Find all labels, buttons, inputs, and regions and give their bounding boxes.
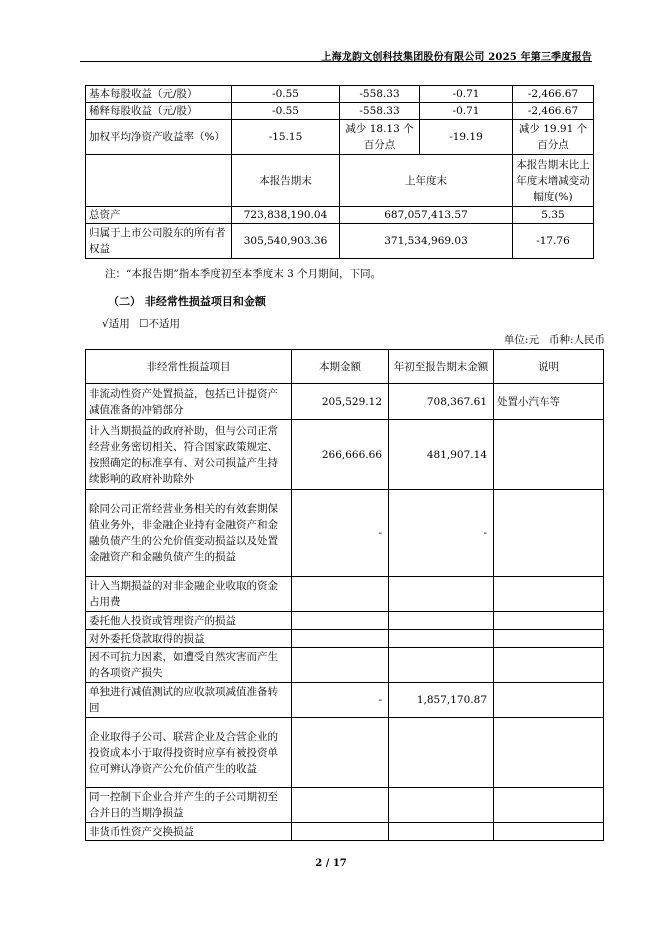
table-row xyxy=(86,630,604,648)
cell-change: -17.76 xyxy=(513,224,594,259)
current-cell xyxy=(292,648,389,683)
table-row xyxy=(86,86,594,103)
ytd-cell: - xyxy=(389,490,494,577)
item-cell: 单独进行减值测试的应收款项减值准备转回 xyxy=(86,683,292,718)
cell-change: 5.35 xyxy=(513,207,594,224)
financial-indicators-table xyxy=(85,85,594,259)
item-cell: 计入当期损益的对非金融企业收取的资金占用费 xyxy=(86,577,292,612)
note-cell xyxy=(494,630,604,648)
current-cell: 266,666.66 xyxy=(292,420,389,490)
ytd-cell xyxy=(389,823,494,841)
table-header-row xyxy=(86,350,604,384)
table-row xyxy=(86,718,604,788)
cell-change: -558.33 xyxy=(340,86,420,103)
table-row xyxy=(86,648,604,683)
header-item: 非经常性损益项目 xyxy=(86,350,292,384)
item-cell: 因不可抗力因素，如遭受自然灾害而产生的各项资产损失 xyxy=(86,648,292,683)
table-row xyxy=(86,612,604,630)
cell-ytd-change: -2,466.67 xyxy=(513,86,594,103)
cell-period-end: 305,540,903.36 xyxy=(232,224,340,259)
current-cell xyxy=(292,823,389,841)
table-row xyxy=(86,823,604,841)
note-cell: 处置小汽车等 xyxy=(494,384,604,420)
ytd-cell xyxy=(389,630,494,648)
unit-label: 单位:元 xyxy=(503,334,539,346)
empty-header-cell xyxy=(86,155,232,207)
non-recurring-items-table xyxy=(85,349,604,841)
page-number: 2 / 17 xyxy=(315,858,347,869)
note-cell xyxy=(494,612,604,630)
section-title: （二） 非经常性损益项目和金额 xyxy=(108,295,266,308)
ytd-cell: 1,857,170.87 xyxy=(389,683,494,718)
current-cell: 205,529.12 xyxy=(292,384,389,420)
cell-ytd: -0.71 xyxy=(420,86,513,103)
table-row xyxy=(86,577,604,612)
current-cell xyxy=(292,612,389,630)
row-label: 归属于上市公司股东的所有者权益 xyxy=(86,224,232,259)
current-cell: - xyxy=(292,683,389,718)
ytd-cell xyxy=(389,788,494,823)
report-header-title: 上海龙韵文创科技集团股份有限公司 2025 年第三季度报告 xyxy=(321,52,592,63)
note-cell xyxy=(494,420,604,490)
ytd-cell xyxy=(389,577,494,612)
cell-period-end: 723,838,190.04 xyxy=(232,207,340,224)
cell-prior-year-end: 687,057,413.57 xyxy=(340,207,513,224)
note-cell xyxy=(494,648,604,683)
note-cell xyxy=(494,788,604,823)
row-label: 稀释每股收益（元/股） xyxy=(86,103,232,120)
current-cell: - xyxy=(292,490,389,577)
period-note: 注：“本报告期”指本季度初至本季度末 3 个月期间，下同。 xyxy=(105,268,382,280)
table-row xyxy=(86,384,604,420)
cell-current: -0.55 xyxy=(232,86,340,103)
header-current: 本期金额 xyxy=(292,350,389,384)
cell-change: -558.33 xyxy=(340,103,420,120)
table-row xyxy=(86,683,604,718)
cell-change: 减少 18.13 个百分点 xyxy=(340,120,420,155)
table-row xyxy=(86,120,594,155)
item-cell: 非货币性资产交换损益 xyxy=(86,823,292,841)
ytd-cell xyxy=(389,648,494,683)
ytd-cell xyxy=(389,612,494,630)
item-cell: 计入当期损益的政府补助，但与公司正常经营业务密切相关、符合国家政策规定、按照确定的标准享有、对公司损益产生持续影响的政府补助除外 xyxy=(86,420,292,490)
checked-mark: √ xyxy=(102,318,109,330)
item-cell: 同一控制下企业合并产生的子公司期初至合并日的当期净损益 xyxy=(86,788,292,823)
header-change-pct: 本报告期末比上年度末增减变动幅度(%) xyxy=(513,155,594,207)
cell-current: -0.55 xyxy=(232,103,340,120)
note-cell xyxy=(494,490,604,577)
table-header-row xyxy=(86,155,594,207)
row-label: 加权平均净资产收益率（%） xyxy=(86,120,232,155)
header-prior-year-end: 上年度末 xyxy=(340,155,513,207)
item-cell: 对外委托贷款取得的损益 xyxy=(86,630,292,648)
header-period-end: 本报告期末 xyxy=(232,155,340,207)
header-note: 说明 xyxy=(494,350,604,384)
table-row xyxy=(86,207,594,224)
not-applicable-label: 不适用 xyxy=(148,318,180,330)
current-cell xyxy=(292,788,389,823)
applicability-options xyxy=(102,316,180,331)
table-row xyxy=(86,490,604,577)
table-row xyxy=(86,103,594,120)
ytd-cell: 708,367.61 xyxy=(389,384,494,420)
ytd-cell xyxy=(389,718,494,788)
cell-prior-year-end: 371,534,969.03 xyxy=(340,224,513,259)
note-cell xyxy=(494,718,604,788)
note-cell xyxy=(494,823,604,841)
note-cell xyxy=(494,577,604,612)
unchecked-box: ☐ xyxy=(139,318,149,330)
current-cell xyxy=(292,577,389,612)
note-cell xyxy=(494,683,604,718)
table-row xyxy=(86,420,604,490)
table-row xyxy=(86,224,594,259)
ytd-cell: 481,907.14 xyxy=(389,420,494,490)
header-ytd: 年初至报告期末金额 xyxy=(389,350,494,384)
current-cell xyxy=(292,718,389,788)
row-label: 总资产 xyxy=(86,207,232,224)
current-cell xyxy=(292,630,389,648)
row-label: 基本每股收益（元/股） xyxy=(86,86,232,103)
table-row xyxy=(86,788,604,823)
item-cell: 委托他人投资或管理资产的损益 xyxy=(86,612,292,630)
cell-ytd-change: -2,466.67 xyxy=(513,103,594,120)
header-divider xyxy=(80,61,592,62)
cell-current: -15.15 xyxy=(232,120,340,155)
currency-label: 币种:人民币 xyxy=(548,334,605,346)
item-cell: 企业取得子公司、联营企业及合营企业的投资成本小于取得投资时应享有被投资单位可辨认净资产公允价值产生的收益 xyxy=(86,718,292,788)
cell-ytd: -19.19 xyxy=(420,120,513,155)
cell-ytd: -0.71 xyxy=(420,103,513,120)
applicable-label: 适用 xyxy=(108,318,130,330)
item-cell: 除同公司正常经营业务相关的有效套期保值业务外，非金融企业持有金融资产和金融负债产生的公允价值变动损益以及处置金融资产和金融负债产生的损益 xyxy=(86,490,292,577)
cell-ytd-change: 减少 19.91 个百分点 xyxy=(513,120,594,155)
item-cell: 非流动性资产处置损益，包括已计提资产减值准备的冲销部分 xyxy=(86,384,292,420)
units-line xyxy=(494,332,605,347)
